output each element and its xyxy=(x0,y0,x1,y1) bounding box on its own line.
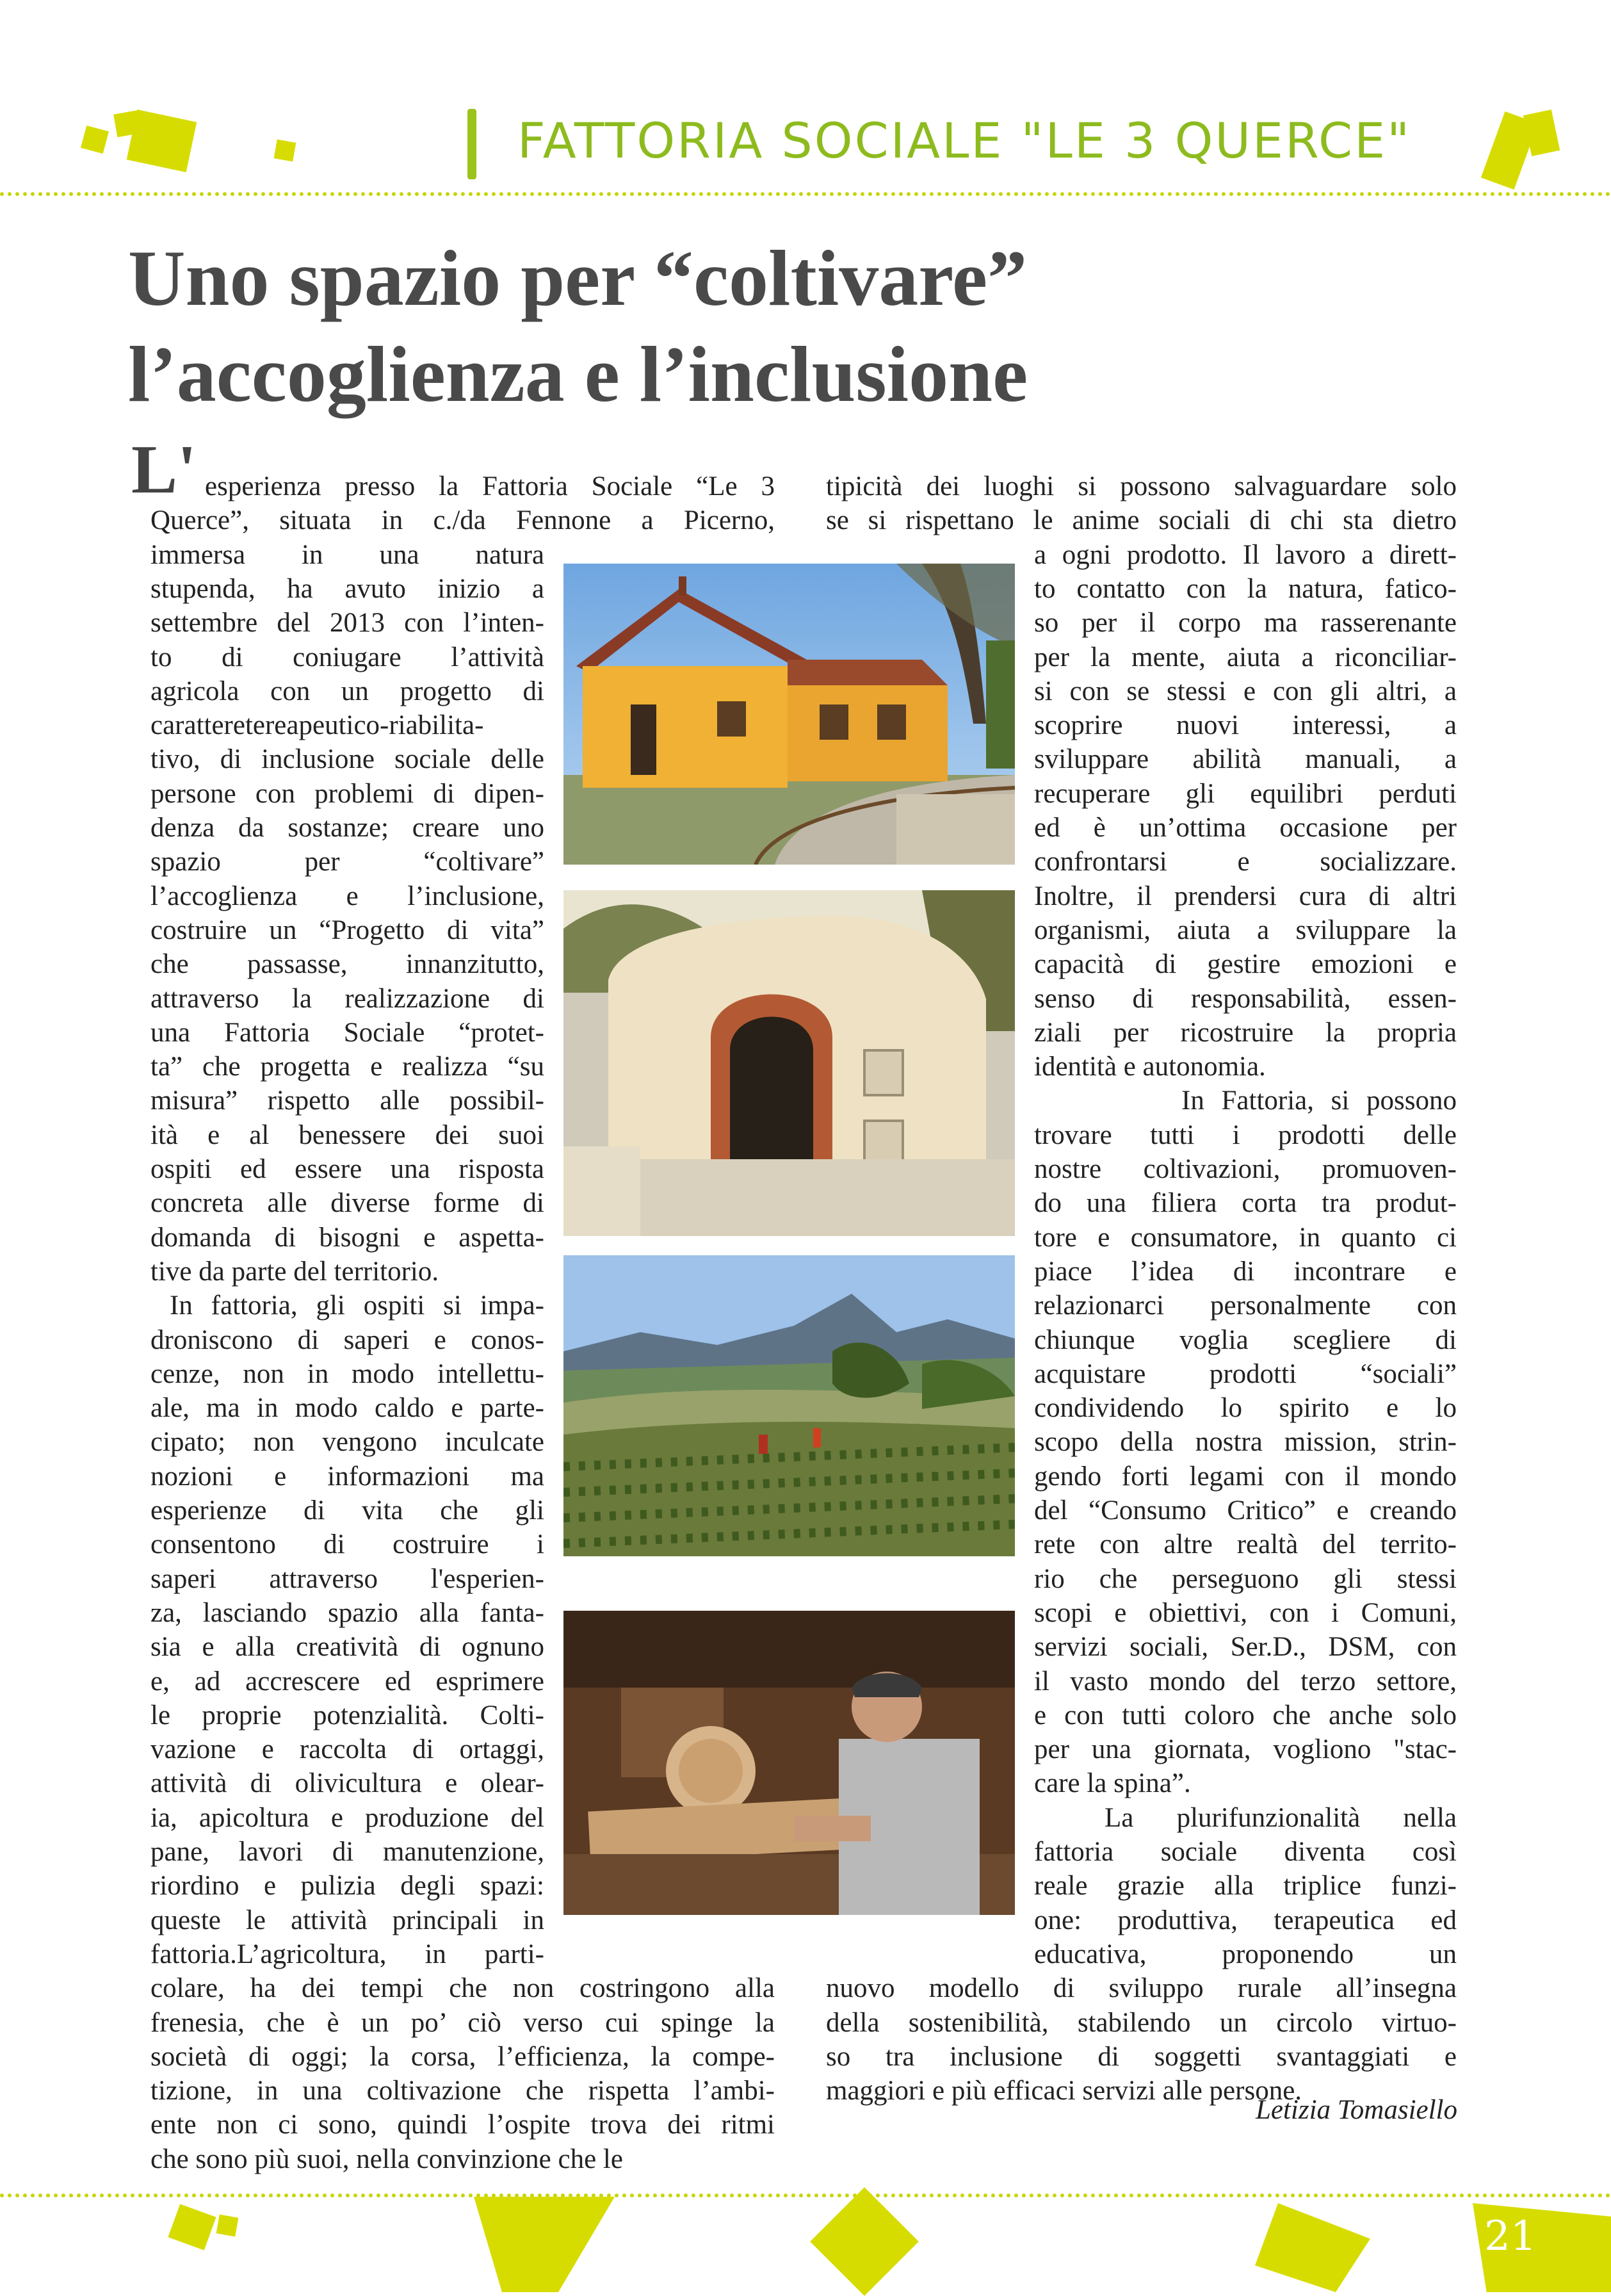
article-title-line: l’accoglienza e l’inclusione xyxy=(128,330,1028,418)
text-line: to di coniugare l’attività xyxy=(150,642,544,672)
text-line: nostre coltivazioni, promuoven- xyxy=(1034,1154,1457,1184)
text-line: In Fattoria, si possono xyxy=(1181,1086,1457,1116)
text-line: In fattoria, gli ospiti si impa- xyxy=(170,1290,544,1321)
text-line: piace l’idea di incontrare e xyxy=(1034,1256,1457,1287)
text-line: sia e alla creatività di ognuno xyxy=(150,1632,544,1663)
text-line: immersa in una natura xyxy=(150,539,544,570)
text-line: stupenda, ha avuto inizio a xyxy=(150,573,544,604)
text-line: sviluppare abilità manuali, a xyxy=(1034,744,1457,775)
text-line: Querce”, situata in c./da Fennone a Picerno, xyxy=(150,505,775,536)
text-line: spazio per “coltivare” xyxy=(150,847,544,877)
text-line: ità e al benessere dei suoi xyxy=(150,1120,544,1150)
text-line: che sono più suoi, nella convinzione che le xyxy=(150,2144,623,2174)
text-line: ospiti ed essere una risposta xyxy=(150,1154,544,1184)
text-line: senso di responsabilità, essen- xyxy=(1034,983,1457,1014)
text-line: persone con problemi di dipen- xyxy=(150,778,544,809)
text-line: droniscono di saperi e conos- xyxy=(150,1324,544,1355)
field-photo xyxy=(563,1255,1015,1556)
header-divider xyxy=(0,192,1611,196)
text-line: ziali per ricostruire la propria xyxy=(1034,1017,1457,1048)
text-line: queste le attività principali in xyxy=(150,1905,544,1935)
decorative-shape xyxy=(274,140,296,162)
text-line: nuovo modello di sviluppo rurale all’insegna xyxy=(826,1973,1457,2004)
text-line: del “Consumo Critico” e creando xyxy=(1034,1495,1457,1526)
decorative-shape xyxy=(474,2197,615,2292)
text-line: do una filiera corta tra produt- xyxy=(1034,1188,1457,1219)
text-line: nozioni e informazioni ma xyxy=(150,1461,544,1492)
text-line: settembre del 2013 con l’inten- xyxy=(150,608,544,639)
text-line: fattoria.L’agricoltura, in parti- xyxy=(150,1939,544,1969)
page-number: 21 xyxy=(1484,2213,1537,2260)
text-line: tipicità dei luoghi si possono salvaguardare solo xyxy=(826,471,1457,501)
woodwork-photo xyxy=(563,1611,1015,1915)
text-line: per la mente, aiuta a riconciliar- xyxy=(1034,642,1457,672)
text-line: e, ad accrescere ed esprimere xyxy=(150,1666,544,1697)
text-line: le proprie potenzialità. Colti- xyxy=(150,1700,544,1730)
text-line: a ogni prodotto. Il lavoro a dirett- xyxy=(1034,539,1457,570)
text-line: una Fattoria Sociale “protet- xyxy=(150,1017,544,1048)
text-line: attraverso la realizzazione di xyxy=(150,983,544,1014)
text-line: costruire un “Progetto di vita” xyxy=(150,915,544,945)
article-title-line: Uno spazio per “coltivare” xyxy=(128,234,1028,322)
text-line: ale, ma in modo caldo e parte- xyxy=(150,1393,544,1424)
text-line: pane, lavori di manutenzione, xyxy=(150,1837,544,1867)
text-line: cipato; non vengono inculcate xyxy=(150,1427,544,1458)
text-line: Inoltre, il prendersi cura di altri xyxy=(1034,881,1457,911)
text-line: to contatto con la natura, fatico- xyxy=(1034,573,1457,604)
text-line: identità e autonomia. xyxy=(1034,1052,1266,1082)
decorative-shape xyxy=(127,110,197,172)
text-line: capacità di gestire emozioni e xyxy=(1034,949,1457,980)
text-line: maggiori e più efficaci servizi alle persone. xyxy=(826,2076,1302,2106)
text-line: si con se stessi e con gli altri, a xyxy=(1034,676,1457,706)
text-line: servizi sociali, Ser.D., DSM, con xyxy=(1034,1632,1457,1663)
text-line: za, lasciando spazio alla fanta- xyxy=(150,1597,544,1628)
text-line: care la spina”. xyxy=(1034,1768,1191,1799)
text-line: saperi attraverso l'esperien- xyxy=(150,1563,544,1594)
text-line: rete con altre realtà del territo- xyxy=(1034,1529,1457,1560)
text-line: il vasto mondo del terzo settore, xyxy=(1034,1666,1457,1697)
text-line: gendo forti legami con il mondo xyxy=(1034,1461,1457,1492)
text-line: se si rispettano le anime sociali di chi sta dietro xyxy=(826,505,1457,536)
text-line: concreta alle diverse forme di xyxy=(150,1188,544,1219)
author-signature: Letizia Tomasiello xyxy=(1255,2095,1457,2125)
text-line: scoprire nuovi interessi, a xyxy=(1034,710,1457,741)
text-line: ed è un’ottima occasione per xyxy=(1034,813,1457,843)
article-title xyxy=(128,231,1473,423)
text-line: tive da parte del territorio. xyxy=(150,1256,439,1287)
section-title: FATTORIA SOCIALE "LE 3 QUERCE" xyxy=(517,112,1412,169)
text-line: rio che perseguono gli stessi xyxy=(1034,1563,1457,1594)
text-line: acquistare prodotti “sociali” xyxy=(1034,1358,1457,1389)
text-line: esperienze di vita che gli xyxy=(150,1495,544,1526)
text-line: one: produttiva, terapeutica ed xyxy=(1034,1905,1457,1935)
text-line: so per il corpo ma rasserenante xyxy=(1034,608,1457,639)
text-line: denza da sostanze; creare uno xyxy=(150,813,544,843)
text-line: recuperare gli equilibri perduti xyxy=(1034,778,1457,809)
oven-photo xyxy=(563,890,1015,1236)
text-line: La plurifunzionalità nella xyxy=(1105,1802,1457,1833)
text-line: attività di olivicultura e olear- xyxy=(150,1768,544,1799)
decorative-shape xyxy=(216,2215,239,2237)
text-line: cenze, non in modo intellettu- xyxy=(150,1358,544,1389)
text-line: tivo, di inclusione sociale delle xyxy=(150,744,544,775)
text-line: fattoria sociale diventa così xyxy=(1034,1837,1457,1867)
text-line: per una giornata, vogliono "stac- xyxy=(1034,1734,1457,1765)
text-line: vazione e raccolta di ortaggi, xyxy=(150,1734,544,1765)
text-line: educativa, proponendo un xyxy=(1034,1939,1457,1969)
text-line: organismi, aiuta a sviluppare la xyxy=(1034,915,1457,945)
text-line: ia, apicoltura e produzione del xyxy=(150,1802,544,1833)
farmhouse-photo xyxy=(563,564,1015,865)
text-line: misura” rispetto alle possibil- xyxy=(150,1086,544,1116)
decorative-shape xyxy=(1255,2203,1370,2292)
text-line: frenesia, che è un po’ ciò verso cui spinge la xyxy=(150,2007,775,2038)
decorative-shape xyxy=(810,2187,919,2296)
text-line: della sostenibilità, stabilendo un circolo virtuo- xyxy=(826,2007,1457,2038)
text-line: reale grazie alla triplice funzi- xyxy=(1034,1871,1457,1901)
text-line: tore e consumatore, in quanto ci xyxy=(1034,1222,1457,1253)
text-line: riordino e pulizia degli spazi: xyxy=(150,1871,544,1901)
drop-cap: L' xyxy=(131,432,197,508)
decorative-shape xyxy=(168,2204,216,2250)
text-line: trovare tutti i prodotti delle xyxy=(1034,1120,1457,1150)
header-accent-bar xyxy=(467,109,476,179)
text-line: chiunque voglia scegliere di xyxy=(1034,1324,1457,1355)
text-line: condividendo lo spirito e lo xyxy=(1034,1393,1457,1424)
text-line: consentono di costruire i xyxy=(150,1529,544,1560)
text-line: e con tutti coloro che anche solo xyxy=(1034,1700,1457,1730)
text-line: scopo della nostra mission, strin- xyxy=(1034,1427,1457,1458)
text-line: tizione, in una coltivazione che rispetta l’ambi- xyxy=(150,2076,775,2106)
text-line: ta” che progetta e realizza “su xyxy=(150,1052,544,1082)
text-line: società di oggi; la corsa, l’efficienza, la compe- xyxy=(150,2041,775,2072)
text-line: esperienza presso la Fattoria Sociale “Le 3 xyxy=(205,471,775,501)
text-line: domanda di bisogni e aspetta- xyxy=(150,1222,544,1253)
text-line: che passasse, innanzitutto, xyxy=(150,949,544,980)
text-line: so tra inclusione di soggetti svantaggiati e xyxy=(826,2041,1457,2072)
text-line: scopi e obiettivi, con i Comuni, xyxy=(1034,1597,1457,1628)
text-line: relazionarci personalmente con xyxy=(1034,1290,1457,1321)
text-line: confrontarsi e socializzare. xyxy=(1034,847,1457,877)
text-line: caratteretereapeutico-riabilita- xyxy=(150,710,484,741)
footer-divider xyxy=(0,2194,1611,2197)
decorative-shape xyxy=(81,126,109,154)
text-line: colare, ha dei tempi che non costringono alla xyxy=(150,1973,775,2004)
text-line: l’accoglienza e l’inclusione, xyxy=(150,881,544,911)
text-line: ente non ci sono, quindi l’ospite trova dei ritmi xyxy=(150,2110,775,2140)
text-line: agricola con un progetto di xyxy=(150,676,544,706)
